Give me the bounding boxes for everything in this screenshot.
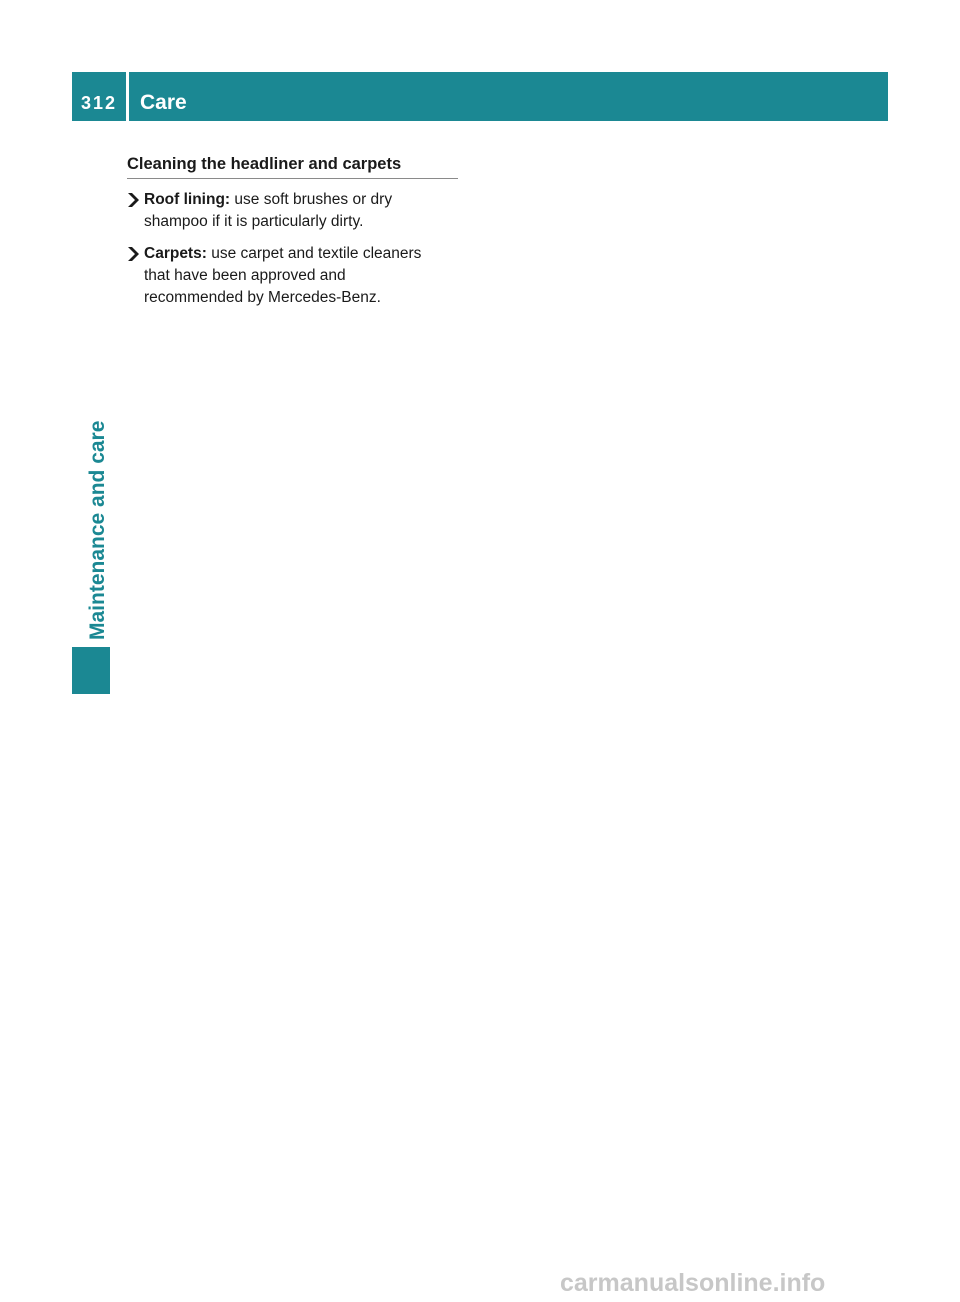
watermark: carmanualsonline.info bbox=[560, 1269, 826, 1297]
header-divider bbox=[126, 72, 129, 121]
content-heading: Cleaning the headliner and carpets bbox=[127, 150, 458, 179]
bullet-text-line: use soft brushes or dry bbox=[234, 191, 393, 208]
bullet-label: Carpets: bbox=[144, 245, 207, 262]
bullet-text-line: that have been approved and bbox=[144, 267, 346, 284]
section-title: Care bbox=[140, 91, 187, 114]
page-content bbox=[127, 150, 458, 309]
bullet-text-line: recommended by Mercedes-Benz. bbox=[144, 289, 381, 306]
side-tab-marker bbox=[72, 647, 110, 694]
arrow-bullet-icon bbox=[128, 247, 139, 261]
bullet-carpets bbox=[127, 243, 458, 309]
arrow-bullet-icon bbox=[128, 193, 139, 207]
page-number: 312 bbox=[80, 93, 118, 113]
side-tab-label: Maintenance and care bbox=[86, 420, 109, 640]
bullet-roof-lining bbox=[127, 189, 458, 233]
bullet-text-line: shampoo if it is particularly dirty. bbox=[144, 213, 364, 230]
bullet-text-line: use carpet and textile cleaners bbox=[211, 245, 422, 262]
bullet-label: Roof lining: bbox=[144, 191, 231, 208]
page-header bbox=[72, 72, 888, 121]
